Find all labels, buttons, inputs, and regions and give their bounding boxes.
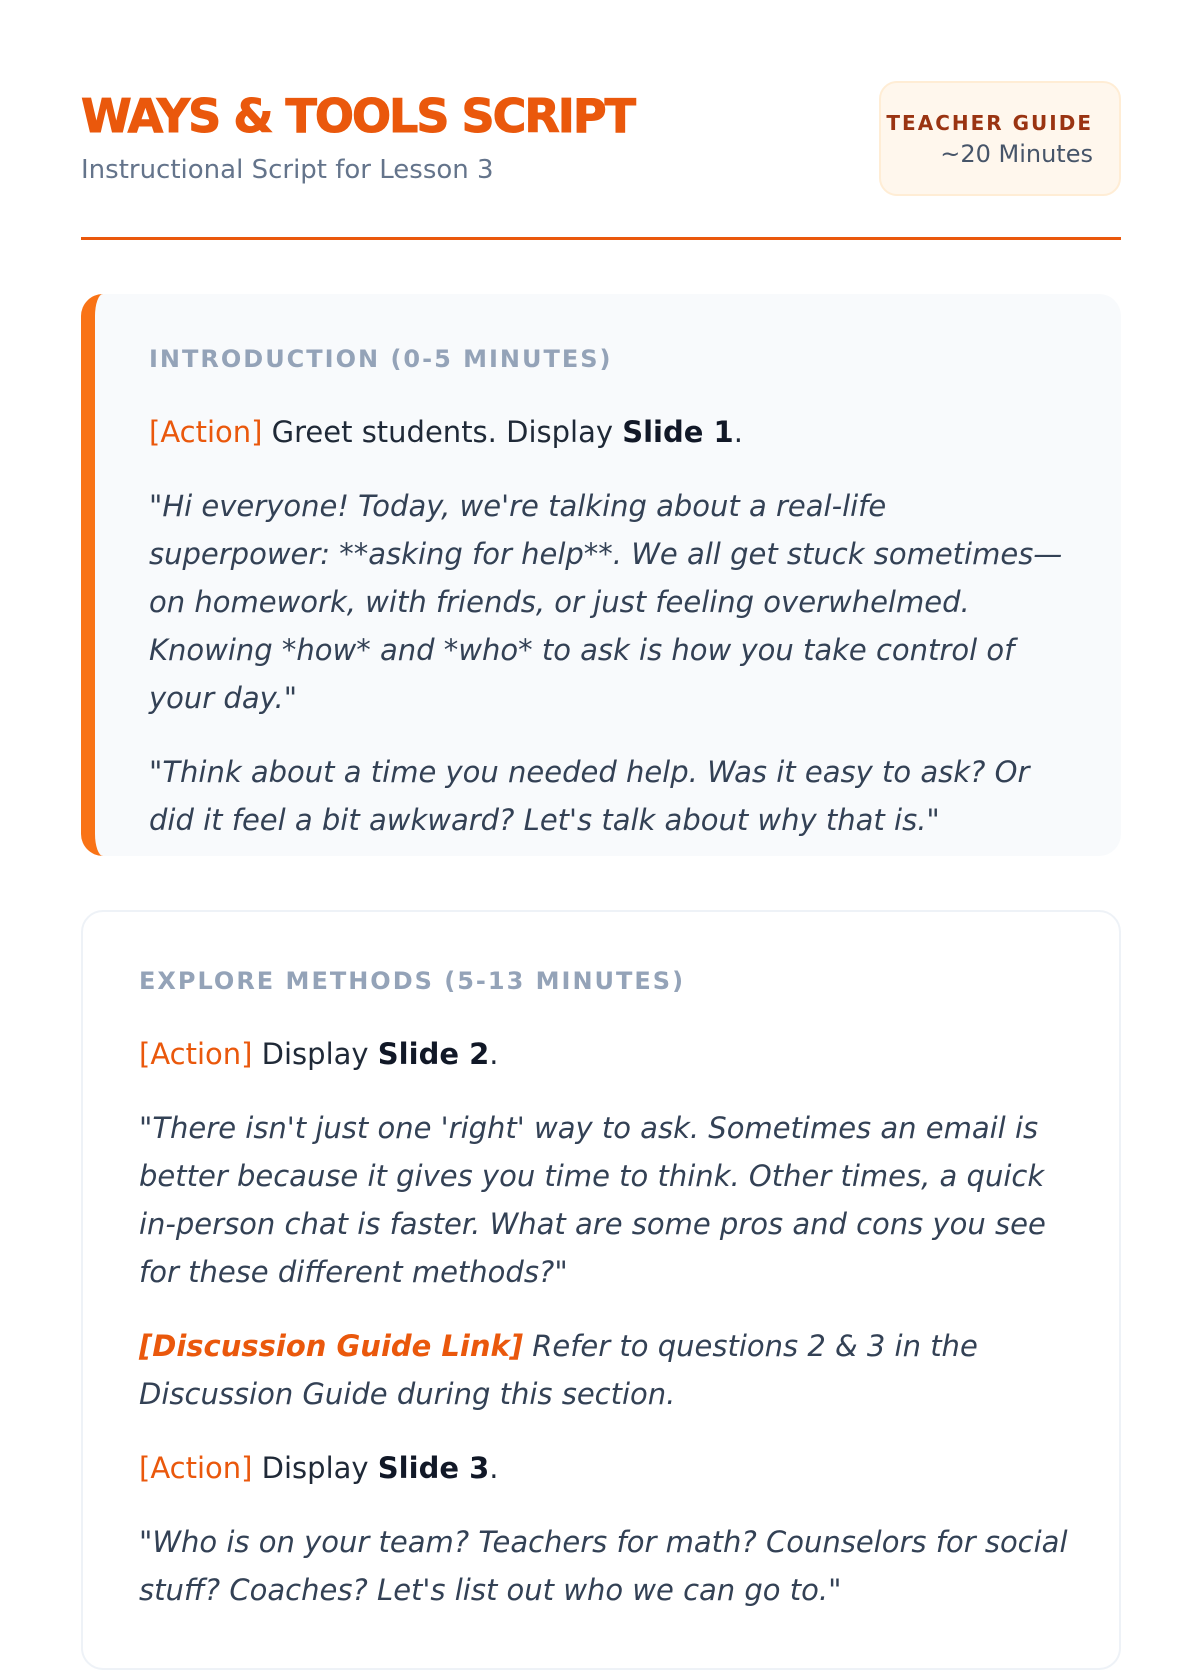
slide-reference: Slide 3 (377, 1451, 490, 1485)
section-explore-methods (81, 910, 1121, 1670)
script-quote: "Think about a time you needed help. Was it easy to ask? Or did it feel a bit awkward? Let's talk about why that is." (149, 755, 1030, 837)
badge-duration: ~20 Minutes (940, 140, 1093, 168)
discussion-guide-line (139, 1322, 1069, 1418)
teacher-guide-badge (879, 81, 1121, 196)
page-subtitle: Instructional Script for Lesson 3 (81, 155, 494, 185)
script-page (81, 0, 1121, 1607)
discussion-guide-text: Refer to questions 2 & 3 in the Discussion Guide during this section. (139, 1329, 978, 1411)
slide-reference: Slide 2 (377, 1037, 490, 1071)
action-tag: [Action] (139, 1037, 253, 1071)
action-line (139, 1444, 1069, 1492)
action-line (139, 1030, 1069, 1078)
script-quote: "Who is on your team? Teachers for math? Counselors for social stuff? Coaches? Let's list out who we can go to." (139, 1525, 1068, 1607)
action-text-end: . (489, 1451, 499, 1485)
action-text: Display (252, 1451, 378, 1485)
action-line (149, 408, 1071, 456)
page-title: WAYS & TOOLS SCRIPT (81, 89, 635, 143)
section-introduction (81, 294, 1121, 856)
header-divider (81, 237, 1121, 240)
script-quote: "There isn't just one 'right' way to ask. Sometimes an email is better because it gives you time to think. Other times, a quick in-person chat is faster. What are some pros and cons you see for these different methods?" (139, 1111, 1046, 1289)
script-quote: "Hi everyone! Today, we're talking about a real-life superpower: **asking for help**. We all get stuck sometimes—on homework, with friends, or just feeling overwhelmed. Knowing *how* and *who* to ask is how you take control of your day." (149, 489, 1063, 715)
page-header (81, 0, 1121, 240)
slide-reference: Slide 1 (622, 415, 734, 449)
action-tag: [Action] (139, 1451, 253, 1485)
action-text: Display (252, 1037, 378, 1071)
section-heading: INTRODUCTION (0-5 MINUTES) (149, 345, 613, 373)
action-text-end: . (733, 415, 743, 449)
action-text: Greet students. Display (262, 415, 623, 449)
action-tag: [Action] (149, 415, 263, 449)
badge-label: TEACHER GUIDE (886, 111, 1093, 135)
section-heading: EXPLORE METHODS (5-13 MINUTES) (139, 967, 686, 995)
action-text-end: . (489, 1037, 499, 1071)
discussion-guide-link[interactable]: [Discussion Guide Link] (139, 1329, 524, 1363)
